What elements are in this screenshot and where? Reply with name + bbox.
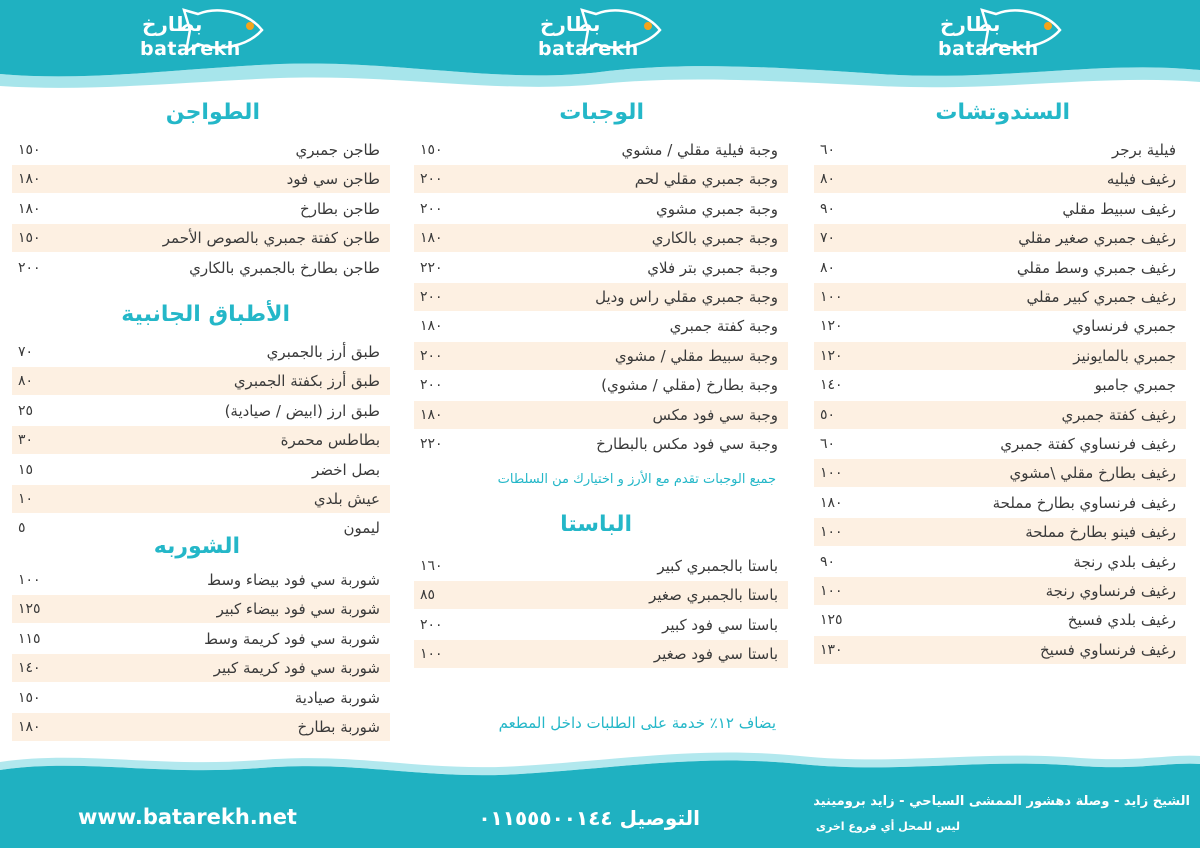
menu-item-price: ١٠٠ xyxy=(820,583,843,599)
menu-item-price: ٦٠ xyxy=(820,436,836,452)
menu-item-row xyxy=(814,283,1186,311)
menu-item-name: طاجن جمبري xyxy=(295,141,380,159)
menu-item-row xyxy=(814,548,1186,576)
menu-item-row xyxy=(814,254,1186,282)
menu-item-price: ١٠٠ xyxy=(820,465,843,482)
menu-item-name: فيلية برجر xyxy=(1112,141,1176,159)
menu-item-row xyxy=(814,430,1186,458)
menu-item-row xyxy=(814,636,1186,664)
footer-website[interactable]: www.batarekh.net xyxy=(78,805,297,829)
menu-item-name: رغيف كفتة جمبري xyxy=(1061,405,1176,424)
menu-item-row xyxy=(12,625,390,653)
menu-item-row xyxy=(814,577,1186,605)
menu-item-price: ١٥٠ xyxy=(420,142,443,158)
menu-item-price: ٢٢٠ xyxy=(420,436,443,452)
menu-item-price: ١٠٠ xyxy=(820,524,843,541)
menu-item-row xyxy=(414,254,788,282)
menu-item-name: رغيف سبيط مقلي xyxy=(1062,199,1176,218)
menu-item-row xyxy=(414,136,788,164)
menu-item-price: ١٨٠ xyxy=(420,230,443,247)
menu-item-price: ١٦٠ xyxy=(420,558,443,574)
menu-item-row xyxy=(12,456,390,484)
menu-item-name: رغيف بطارخ مقلي \مشوي xyxy=(1009,464,1176,483)
menu-item-price: ١٠٠ xyxy=(18,572,41,588)
menu-item-price: ١٥ xyxy=(18,461,34,478)
menu-item-name: شوربة بطارخ xyxy=(297,718,380,736)
menu-item-price: ٦٠ xyxy=(820,142,836,158)
menu-item-price: ٥ xyxy=(18,520,26,537)
menu-item-row xyxy=(414,401,788,429)
menu-item-row xyxy=(814,401,1186,429)
menu-item-name: رغيف بلدي فسيخ xyxy=(1067,611,1176,630)
menu-item-price: ٧٠ xyxy=(820,230,836,247)
menu-item-name: وجبة فيلية مقلي / مشوي xyxy=(621,141,778,159)
menu-item-name: رغيف فيليه xyxy=(1106,170,1176,189)
menu-item-name: رغيف فينو بطارخ مملحة xyxy=(1025,523,1176,542)
menu-item-price: ١٣٠ xyxy=(820,641,843,658)
menu-item-row xyxy=(814,195,1186,223)
brand-latin: batarekh xyxy=(538,38,639,60)
menu-item-name: وجبة سبيط مقلي / مشوي xyxy=(614,346,778,365)
menu-item-row xyxy=(414,224,788,252)
menu-item-name: رغيف جمبري وسط مقلي xyxy=(1016,258,1176,277)
brand-latin: batarekh xyxy=(938,38,1039,60)
menu-item-row xyxy=(12,684,390,712)
menu-item-name: وجبة جمبري مقلي راس وديل xyxy=(595,288,778,306)
menu-item-price: ١٠٠ xyxy=(420,646,443,663)
menu-item-name: وجبة بطارخ (مقلي / مشوي) xyxy=(601,376,778,395)
brand-logo xyxy=(936,6,1076,68)
menu-item-price: ١٠ xyxy=(18,491,34,507)
menu-item-row xyxy=(12,514,390,542)
menu-item-name: رغيف جمبري صغير مقلي xyxy=(1018,229,1176,248)
menu-item-name: رغيف بلدي رنجة xyxy=(1073,552,1176,571)
menu-item-price: ١٥٠ xyxy=(18,689,41,706)
menu-item-row xyxy=(814,224,1186,252)
menu-item-price: ١٢٠ xyxy=(820,347,843,364)
menu-item-name: وجبة جمبري مشوي xyxy=(655,199,778,218)
menu-item-row xyxy=(12,338,390,366)
brand-latin: batarekh xyxy=(140,38,241,60)
menu-item-row xyxy=(12,595,390,623)
menu-item-price: ٢٠٠ xyxy=(420,289,443,305)
menu-item-row xyxy=(414,371,788,399)
menu-item-name: طبق ارز (ابيض / صيادية) xyxy=(224,401,380,420)
menu-item-name: شوربة سي فود كريمة كبير xyxy=(213,659,380,678)
heading-soups: الشوربه xyxy=(153,534,240,559)
menu-item-price: ١٢٥ xyxy=(18,601,41,618)
menu-item-price: ٢٥ xyxy=(18,402,34,419)
footer-branches: ليس للمحل أي فروع اخرى xyxy=(815,820,960,833)
menu-item-row xyxy=(12,254,390,282)
menu-item-name: وجبة جمبري بتر فلاي xyxy=(647,258,778,277)
menu-item-price: ٢٠٠ xyxy=(420,616,443,633)
meals-note: جميع الوجبات تقدم مع الأرز و اختيارك من السلطات xyxy=(497,472,776,487)
menu-item-row xyxy=(814,459,1186,487)
menu-item-price: ٢٠٠ xyxy=(18,259,41,276)
menu-item-price: ١٨٠ xyxy=(18,171,41,188)
menu-item-name: جمبري جامبو xyxy=(1094,376,1176,395)
menu-item-row xyxy=(12,224,390,252)
menu-item-name: طاجن بطارخ بالجمبري بالكاري xyxy=(189,258,380,277)
menu-item-row xyxy=(814,312,1186,340)
menu-item-row xyxy=(414,430,788,458)
menu-item-price: ٢٠٠ xyxy=(420,377,443,394)
menu-item-name: وجبة سي فود مكس xyxy=(652,405,778,424)
menu-item-row xyxy=(414,552,788,580)
menu-item-row xyxy=(414,640,788,668)
menu-item-name: عيش بلدي xyxy=(313,490,380,508)
menu-item-name: باستا بالجمبري كبير xyxy=(657,557,778,575)
menu-item-row xyxy=(814,165,1186,193)
menu-item-row xyxy=(414,611,788,639)
menu-item-price: ٨٥ xyxy=(420,587,436,604)
menu-item-price: ١٥٠ xyxy=(18,230,41,247)
menu-item-row xyxy=(12,397,390,425)
menu-item-row xyxy=(12,654,390,682)
menu-item-price: ١٠٠ xyxy=(820,289,843,305)
menu-item-row xyxy=(814,371,1186,399)
menu-item-row xyxy=(414,165,788,193)
brand-logo xyxy=(536,6,676,68)
menu-item-price: ٩٠ xyxy=(820,200,836,217)
menu-item-name: طاجن سي فود xyxy=(286,170,380,189)
menu-item-price: ١٨٠ xyxy=(420,318,443,335)
menu-item-name: شوربة سي فود بيضاء كبير xyxy=(216,600,380,619)
menu-item-row xyxy=(814,136,1186,164)
menu-item-price: ٧٠ xyxy=(18,344,34,360)
menu-item-row xyxy=(814,342,1186,370)
footer-address: الشيخ زايد - وصلة دهشور الممشى السياحي - زايد برومينيد xyxy=(813,794,1190,809)
brand-logo xyxy=(138,6,278,68)
menu-item-row xyxy=(414,581,788,609)
menu-item-name: جمبري فرنساوي xyxy=(1072,317,1176,336)
menu-item-row xyxy=(12,136,390,164)
menu-item-row xyxy=(12,195,390,223)
menu-item-row xyxy=(12,367,390,395)
menu-item-row xyxy=(12,713,390,741)
footer-delivery: التوصيل ٠١١٥٥٥٠٠١٤٤ xyxy=(478,806,700,830)
menu-item-name: طاجن بطارخ xyxy=(300,199,380,218)
menu-item-price: ٢٠٠ xyxy=(420,200,443,217)
menu-item-name: شوربة سي فود بيضاء وسط xyxy=(207,571,380,589)
menu-item-name: وجبة كفتة جمبري xyxy=(669,317,778,336)
menu-item-name: باستا بالجمبري صغير xyxy=(649,586,778,605)
menu-item-name: باستا سي فود صغير xyxy=(653,645,778,664)
menu-item-price: ١٢٥ xyxy=(820,612,843,629)
brand-arabic: بطارخ xyxy=(142,12,203,36)
heading-meals: الوجبات xyxy=(559,100,644,125)
heading-pasta: الباستا xyxy=(560,512,632,537)
menu-item-name: جمبري بالمايونيز xyxy=(1073,346,1176,365)
heading-tagines: الطواجن xyxy=(165,100,260,125)
menu-item-row xyxy=(12,165,390,193)
heading-sandwiches: السندوتشات xyxy=(935,100,1070,125)
menu-item-price: ٢٠٠ xyxy=(420,171,443,188)
menu-item-name: وجبة جمبري مقلي لحم xyxy=(634,170,778,189)
menu-item-row xyxy=(414,283,788,311)
menu-item-name: باستا سي فود كبير xyxy=(662,615,778,634)
menu-item-price: ٢٢٠ xyxy=(420,259,443,276)
brand-arabic: بطارخ xyxy=(940,12,1001,36)
menu-item-price: ١٨٠ xyxy=(820,494,843,511)
menu-item-name: بصل اخضر xyxy=(311,460,380,479)
menu-item-name: بطاطس محمرة xyxy=(280,431,380,450)
menu-item-price: ٥٠ xyxy=(820,406,836,423)
menu-item-name: طبق أرز بالجمبري xyxy=(266,343,380,361)
menu-item-name: ليمون xyxy=(343,519,380,538)
menu-item-name: شوربة صيادية xyxy=(294,688,380,707)
menu-item-price: ١٥٠ xyxy=(18,142,41,158)
menu-item-price: ٢٠٠ xyxy=(420,347,443,364)
menu-item-name: طبق أرز بكفتة الجمبري xyxy=(233,372,380,391)
menu-item-price: ٩٠ xyxy=(820,553,836,570)
menu-item-row xyxy=(12,485,390,513)
menu-item-price: ١٨٠ xyxy=(18,200,41,217)
menu-item-price: ٨٠ xyxy=(18,373,34,390)
menu-item-price: ٨٠ xyxy=(820,259,836,276)
menu-item-price: ١١٥ xyxy=(18,630,41,647)
menu-item-name: شوربة سي فود كريمة وسط xyxy=(204,629,380,648)
menu-item-row xyxy=(814,489,1186,517)
service-note: يضاف ١٢٪ خدمة على الطلبات داخل المطعم xyxy=(498,714,776,732)
menu-item-price: ١٤٠ xyxy=(18,660,41,677)
menu-item-row xyxy=(12,426,390,454)
menu-item-price: ١٨٠ xyxy=(420,406,443,423)
menu-item-row xyxy=(814,606,1186,634)
menu-item-price: ١٨٠ xyxy=(18,719,41,735)
menu-item-name: رغيف فرنساوي فسيخ xyxy=(1040,640,1176,659)
menu-item-name: رغيف فرنساوي بطارخ مملحة xyxy=(992,493,1176,512)
menu-item-row xyxy=(814,518,1186,546)
menu-item-name: رغيف جمبري كبير مقلي xyxy=(1026,288,1176,306)
menu-item-row xyxy=(12,566,390,594)
menu-item-row xyxy=(414,195,788,223)
menu-item-row xyxy=(414,342,788,370)
menu-item-name: رغيف فرنساوي رنجة xyxy=(1045,582,1176,600)
heading-sides: الأطباق الجانبية xyxy=(121,302,290,327)
menu-item-row xyxy=(414,312,788,340)
menu-item-name: وجبة سي فود مكس بالبطارخ xyxy=(596,435,778,453)
menu-item-name: رغيف فرنساوي كفتة جمبري xyxy=(1000,435,1176,453)
menu-item-name: وجبة جمبري بالكاري xyxy=(651,229,778,248)
menu-item-price: ٣٠ xyxy=(18,432,34,449)
menu-item-price: ١٤٠ xyxy=(820,377,843,394)
menu-item-name: طاجن كفتة جمبري بالصوص الأحمر xyxy=(162,229,380,248)
brand-arabic: بطارخ xyxy=(540,12,601,36)
menu-item-price: ١٢٠ xyxy=(820,318,843,335)
menu-item-price: ٨٠ xyxy=(820,171,836,188)
